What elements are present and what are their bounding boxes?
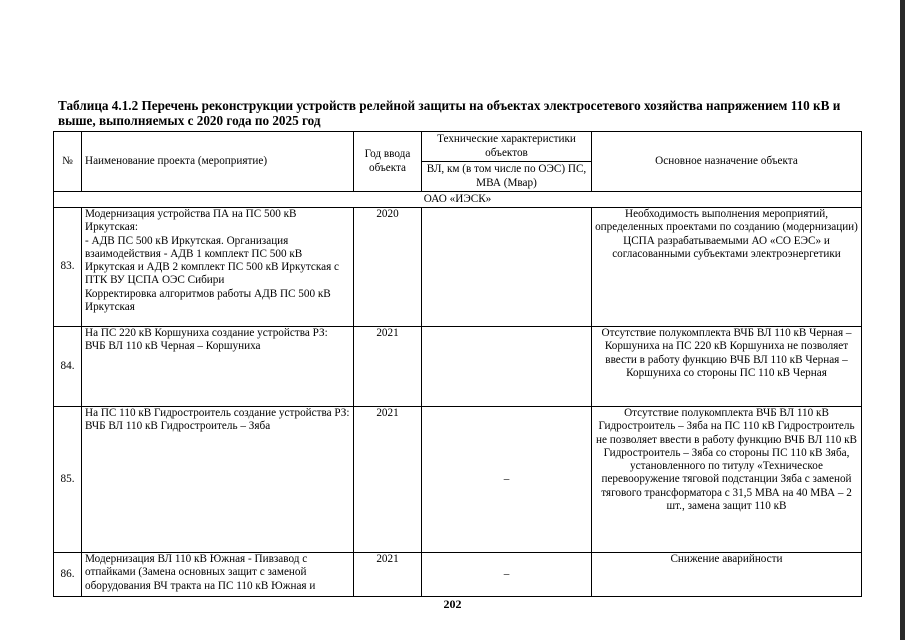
- row-number: 83.: [54, 208, 82, 327]
- row-tech: –: [422, 553, 592, 597]
- row-number: 84.: [54, 327, 82, 407]
- row-purpose: Необходимость выполнения мероприятий, определенных проектами по созданию (модернизации) ЦСПА разрабатываемыми АО «СО ЕЭС» и согласованными субъектами электроэнергетики: [592, 208, 862, 327]
- header-purpose: Основное назначение объекта: [592, 132, 862, 192]
- row-purpose: Снижение аварийности: [592, 553, 862, 597]
- page-number: 202: [443, 597, 462, 611]
- row-year: 2021: [354, 407, 422, 553]
- row-tech: –: [422, 407, 592, 553]
- row-number: 85.: [54, 407, 82, 553]
- row-number: 86.: [54, 553, 82, 597]
- org-row: [54, 192, 862, 208]
- header-year: Год ввода объекта: [354, 132, 422, 192]
- row-purpose: Отсутствие полукомплекта ВЧБ ВЛ 110 кВ Гидростроитель – Зяба на ПС 110 кВ Гидростроитель не позволяет ввести в работу функцию ВЧБ ВЛ 110 кВ Гидростроитель – Зяба со стороны ПС 110 кВ Зяба, установленного по титулу «Техническое перевооружение тяговой подстанции Зяба с заменой тягового трансформатора с 31,5 МВА на 40 МВА – 2 шт., замена защит 110 кВ: [592, 407, 862, 553]
- table-row: [54, 407, 862, 553]
- row-year: 2021: [354, 327, 422, 407]
- header-row: [54, 132, 862, 162]
- org-name: ОАО «ИЭСК»: [54, 192, 862, 208]
- row-tech: [422, 327, 592, 407]
- header-name: Наименование проекта (мероприятие): [82, 132, 354, 192]
- header-tech-group: Технические характеристики объектов: [422, 132, 592, 162]
- row-project-name: Модернизация устройства ПА на ПС 500 кВ Иркутская: - АДВ ПС 500 кВ Иркутская. Организация взаимодействия - АДВ 1 комплект ПС 500 кВ Иркутская и АДВ 2 комплект ПС 500 кВ Иркутская с ПТК ВУ ЦСПА ОЭС Сибири Корректировка алгоритмов работы АДВ ПС 500 кВ Иркутская: [82, 208, 354, 327]
- table-row: [54, 208, 862, 327]
- row-year: 2021: [354, 553, 422, 597]
- scan-edge: [900, 0, 905, 640]
- table-row: [54, 327, 862, 407]
- table-title: Таблица 4.1.2 Перечень реконструкции устройств релейной защиты на объектах электросетевого хозяйства напряжением 110 кВ и выше, выполняемых с 2020 года по 2025 год: [58, 98, 841, 128]
- reconstruction-table: [53, 131, 862, 597]
- row-year: 2020: [354, 208, 422, 327]
- header-num: №: [54, 132, 82, 192]
- row-project-name: На ПС 110 кВ Гидростроитель создание устройства РЗ: ВЧБ ВЛ 110 кВ Гидростроитель – Зяба: [82, 407, 354, 553]
- row-project-name: На ПС 220 кВ Коршуниха создание устройства РЗ: ВЧБ ВЛ 110 кВ Черная – Коршуниха: [82, 327, 354, 407]
- row-tech: [422, 208, 592, 327]
- header-tech-sub: ВЛ, км (в том числе по ОЭС) ПС, МВА (Мвар): [422, 162, 592, 192]
- row-project-name: Модернизация ВЛ 110 кВ Южная - Пивзавод с отпайками (Замена основных защит с заменой оборудования ВЧ тракта на ПС 110 кВ Южная и: [82, 553, 354, 597]
- row-purpose: Отсутствие полукомплекта ВЧБ ВЛ 110 кВ Черная – Коршуниха на ПС 220 кВ Коршуниха не позволяет ввести в работу функцию ВЧБ ВЛ 110 кВ Черная – Коршуниха со стороны ПС 110 кВ Черная: [592, 327, 862, 407]
- table-row: [54, 553, 862, 597]
